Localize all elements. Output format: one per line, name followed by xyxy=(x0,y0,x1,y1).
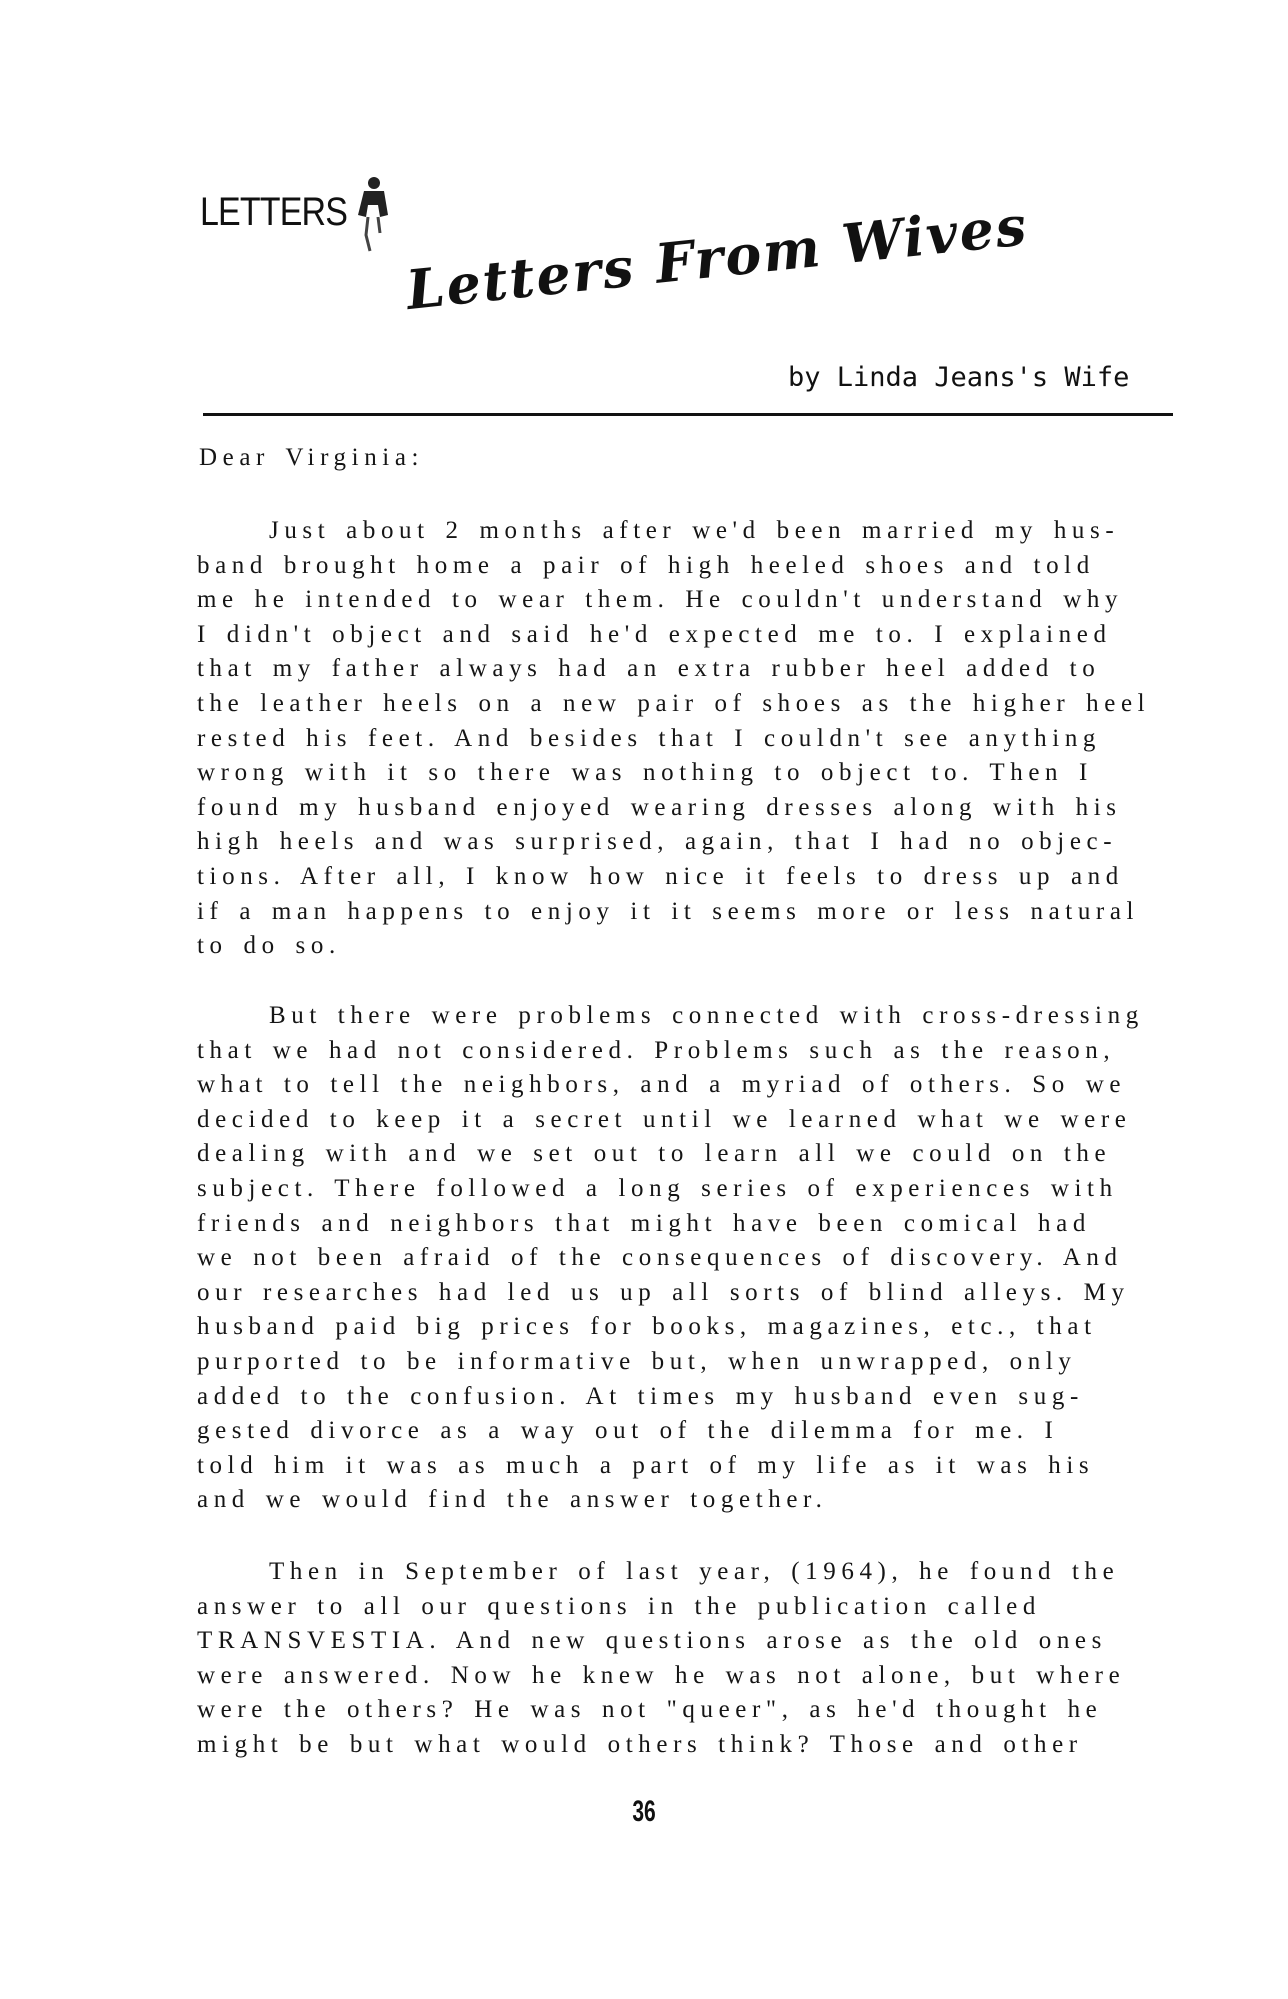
text-line: if a man happens to enjoy it it seems more or less natural xyxy=(197,897,1140,925)
text-line: band brought home a pair of high heeled shoes and told xyxy=(197,551,1095,579)
text-line: might be but what would others think? Those and other xyxy=(197,1730,1083,1758)
text-line: to do so. xyxy=(197,932,341,960)
text-line: and we would find the answer together. xyxy=(197,1486,828,1514)
salutation: Dear Virginia: xyxy=(199,444,425,471)
text-line: gested divorce as a way out of the dilemma for me. I xyxy=(197,1417,1059,1445)
text-line: rested his feet. And besides that I couldn't see anything xyxy=(197,724,1102,752)
text-line: that we had not considered. Problems such as the reason, xyxy=(197,1036,1116,1064)
paragraph xyxy=(197,999,1144,1518)
paragraph xyxy=(197,514,1150,964)
article-title: Letters From Wives xyxy=(403,193,1031,322)
text-line: added to the confusion. At times my husband even sug- xyxy=(197,1382,1084,1410)
text-line: found my husband enjoyed wearing dresses along with his xyxy=(197,793,1122,821)
text-line: decided to keep it a secret until we learned what we were xyxy=(197,1105,1132,1133)
text-line: that my father always had an extra rubber heel added to xyxy=(197,655,1101,683)
byline: by Linda Jeans's Wife xyxy=(788,362,1130,393)
text-line: Just about 2 months after we'd been married my hus- xyxy=(269,517,1120,544)
text-line: dealing with and we set out to learn all we could on the xyxy=(197,1140,1112,1168)
page-number: 36 xyxy=(632,1795,656,1828)
text-line: were answered. Now he knew he was not alone, but where xyxy=(197,1661,1126,1689)
text-line: answer to all our questions in the publication called xyxy=(197,1592,1041,1620)
text-line: husband paid big prices for books, magazines, etc., that xyxy=(197,1313,1097,1341)
text-line: what to tell the neighbors, and a myriad of others. So we xyxy=(197,1071,1127,1099)
text-line: high heels and was surprised, again, that I had no objec- xyxy=(197,828,1118,856)
section-label: LETTERS xyxy=(200,190,348,234)
text-line: our researches had led us up all sorts of blind alleys. My xyxy=(197,1278,1130,1306)
text-line: purported to be informative but, when unwrapped, only xyxy=(197,1347,1077,1375)
text-line: me he intended to wear them. He couldn't understand why xyxy=(197,586,1124,614)
text-line: were the others? He was not "queer", as he'd thought he xyxy=(197,1696,1103,1724)
text-line: I didn't object and said he'd expected me to. I explained xyxy=(197,620,1112,648)
text-line: we not been afraid of the consequences of discovery. And xyxy=(197,1244,1123,1272)
text-line: Then in September of last year, (1964), he found the xyxy=(269,1558,1120,1585)
text-line: TRANSVESTIA. And new questions arose as the old ones xyxy=(197,1627,1107,1655)
figure-logo-icon xyxy=(352,175,392,253)
divider-rule xyxy=(203,413,1173,416)
text-line: told him it was as much a part of my life as it was his xyxy=(197,1451,1095,1479)
text-line: subject. There followed a long series of experiences with xyxy=(197,1174,1118,1202)
paragraph xyxy=(197,1555,1125,1763)
text-line: friends and neighbors that might have been comical had xyxy=(197,1209,1091,1237)
text-line: wrong with it so there was nothing to object to. Then I xyxy=(197,759,1093,787)
text-line: the leather heels on a new pair of shoes as the higher heel xyxy=(197,689,1151,717)
text-line: But there were problems connected with cross-dressing xyxy=(269,1002,1144,1029)
text-line: tions. After all, I know how nice it feels to dress up and xyxy=(197,862,1124,890)
